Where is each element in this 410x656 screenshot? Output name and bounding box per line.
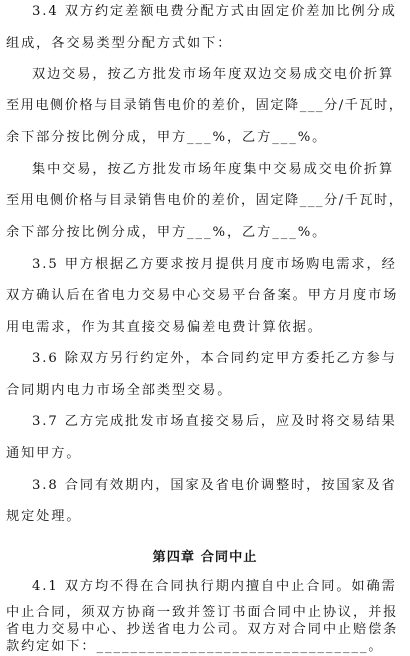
clause-3-5-line-3: 用电需求，作为其直接交易偏差电费计算依据。 bbox=[6, 320, 323, 335]
clause-4-1-line-2: 中止合同，须双方协商一致并签订书面合同中止协议，并报 bbox=[6, 605, 399, 620]
clause-4-1-line-3: 省电力交易中心、抄送省电力公司。双方对合同中止赔偿条 bbox=[6, 622, 399, 637]
clause-4-1-line-4: 款约定如下：________________________________。 bbox=[6, 639, 384, 654]
clause-4-1-line-1: 4.1 双方均不得在合同执行期内擅自中止合同。如确需 bbox=[32, 579, 397, 594]
centralized-trade-line-2: 至用电侧价格与目录销售电价的差价，固定降___分/千瓦时， bbox=[6, 193, 404, 208]
clause-3-6-line-2: 合同期内电力市场全部类型交易。 bbox=[6, 383, 233, 398]
bilateral-trade-line-1: 双边交易，按乙方批发市场年度双边交易成交电价折算 bbox=[32, 67, 395, 82]
clause-3-5-line-2: 双方确认后在省电力交易中心交易平台备案。甲方月度市场 bbox=[6, 288, 399, 303]
centralized-trade-line-3: 余下部分按比例分成，甲方___%，乙方___%。 bbox=[6, 225, 328, 240]
clause-3-7-line-1: 3.7 乙方完成批发市场直接交易后，应及时将交易结果 bbox=[32, 414, 397, 429]
clause-3-7-line-2: 通知甲方。 bbox=[6, 446, 82, 461]
clause-3-5-line-1: 3.5 甲方根据乙方要求按月提供月度市场购电需求，经 bbox=[32, 257, 397, 272]
clause-3-8-line-2: 规定处理。 bbox=[6, 509, 82, 524]
chapter-4-heading: 第四章 合同中止 bbox=[152, 550, 258, 565]
centralized-trade-line-1: 集中交易，按乙方批发市场年度集中交易成交电价折算 bbox=[32, 162, 395, 177]
bilateral-trade-line-2: 至用电侧价格与目录销售电价的差价，固定降___分/千瓦时， bbox=[6, 98, 404, 113]
clause-3-6-line-1: 3.6 除双方另行约定外，本合同约定甲方委托乙方参与 bbox=[32, 351, 397, 366]
bilateral-trade-line-3: 余下部分按比例分成，甲方___%，乙方___%。 bbox=[6, 130, 328, 145]
clause-3-8-line-1: 3.8 合同有效期内，国家及省电价调整时，按国家及省 bbox=[32, 478, 397, 493]
clause-3-4-line-1: 3.4 双方约定差额电费分配方式由固定价差加比例分成 bbox=[32, 4, 397, 19]
clause-3-4-line-2: 组成，各交易类型分配方式如下： bbox=[6, 36, 233, 51]
